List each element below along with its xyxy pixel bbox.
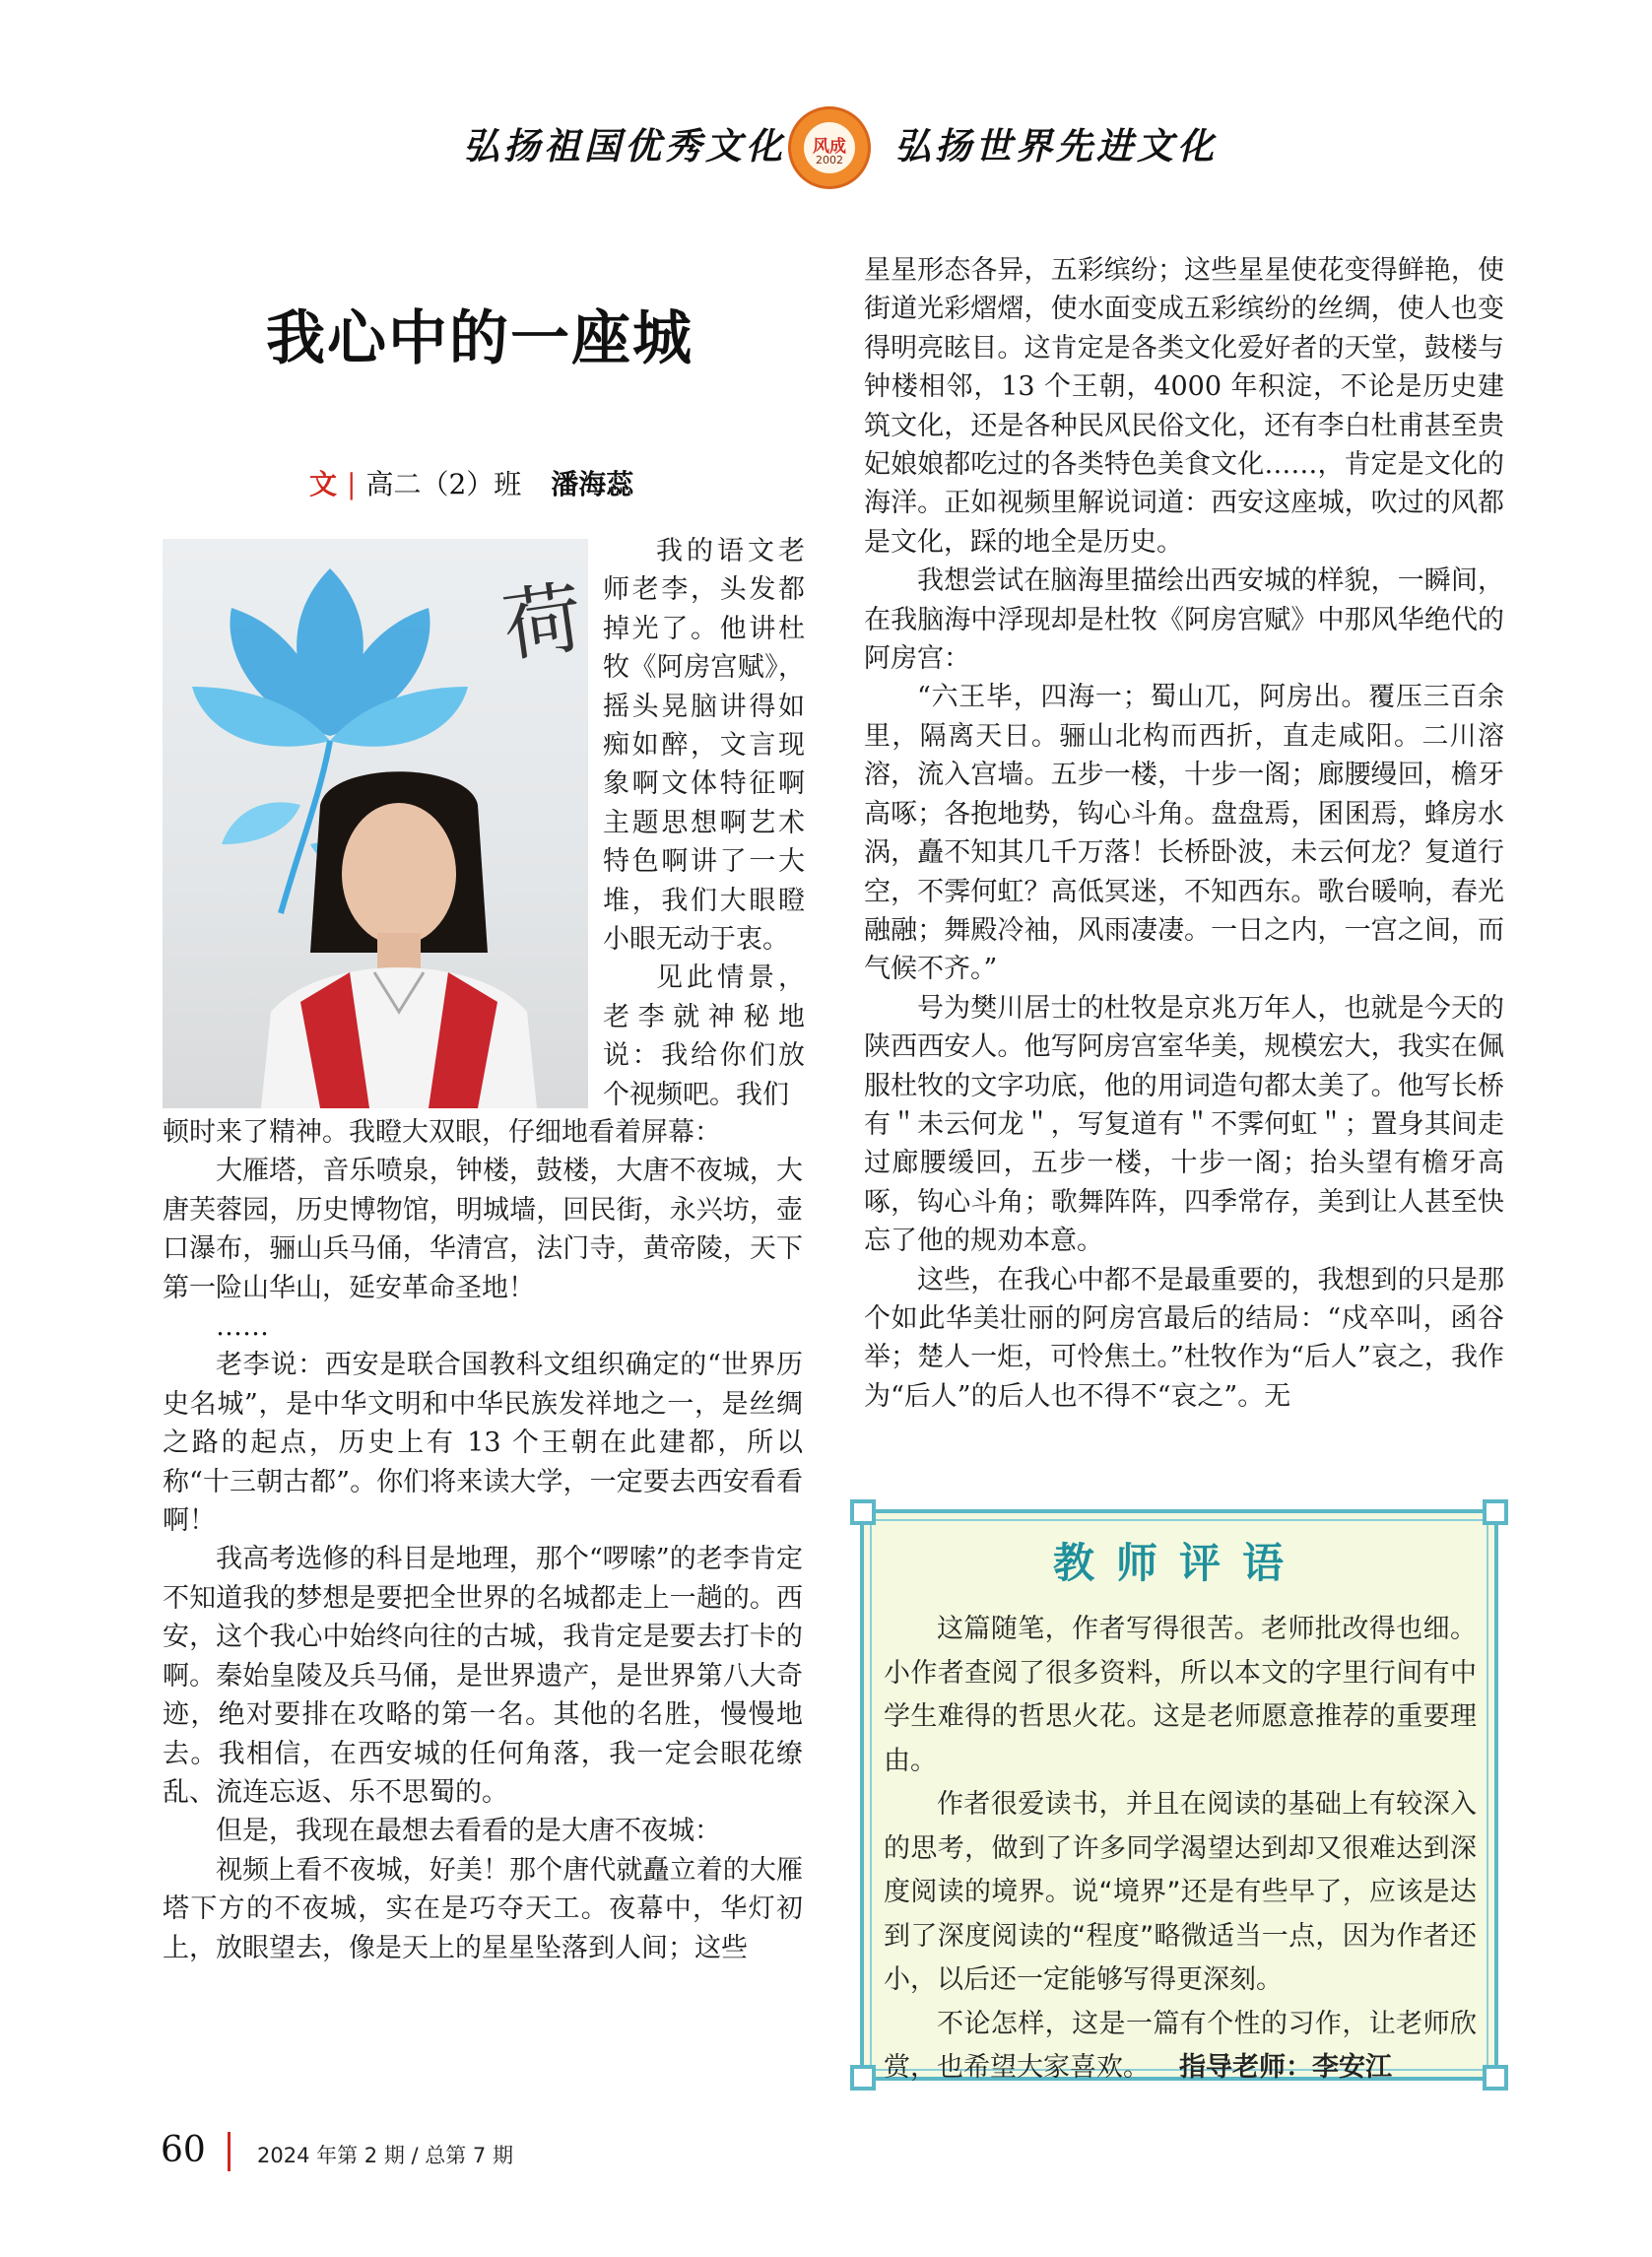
logo-mark: 风成 (813, 137, 846, 157)
comment-body (884, 1608, 1477, 2091)
left-column (163, 1113, 803, 1967)
paragraph: 我想尝试在脑海里描绘出西安城的样貌，一瞬间，在我脑海中浮现却是杜牧《阿房宫赋》中那风华绝代的阿房宫： (864, 565, 1504, 675)
paragraph: 大雁塔，音乐喷泉，钟楼，鼓楼，大唐不夜城，大唐芙蓉园，历史博物馆，明城墙，回民街，永兴坊，壶口瀑布，骊山兵马俑，华清宫，法门寺，黄帝陵，天下第一险山华山，延安革命圣地！ (163, 1156, 803, 1303)
quote-paragraph: “六王毕，四海一；蜀山兀，阿房出。覆压三百余里，隔离天日。骊山北构而西折，直走咸阳。二川溶溶，流入宫墙。五步一楼，十步一阁；廊腰缦回，檐牙高啄；各抱地势，钩心斗角。盘盘焉，囷囷焉，蜂房水涡，矗不知其几千万落！长桥卧波，未云何龙？复道行空，不霁何虹？高低冥迷，不知西东。歌台暖响，春光融融；舞殿冷袖，风雨凄凄。一日之内，一宫之间，而气候不齐。” (864, 682, 1504, 985)
paragraph: 但是，我现在最想去看看的是大唐不夜城： (216, 1816, 721, 1847)
paragraph: 老李说：西安是联合国教科文组织确定的“世界历史名城”，是中华文明和中华民族发祥地之一，是丝绸之路的起点，历史上有 13 个王朝在此建都，所以称“十三朝古都”。你们将来读大学，一定要去西安看看啊！ (163, 1350, 803, 1537)
paragraph: 星星形态各异，五彩缤纷；这些星星使花变得鲜艳，使街道光彩熠熠，使水面变成五彩缤纷的丝绸，使人也变得明亮眩目。这肯定是各类文化爱好者的天堂，鼓楼与钟楼相邻，13 个王朝，4000 年积淀，不论是历史建筑文化，还是各种民风民俗文化，还有李白杜甫甚至贵妃娘娘都吃过的各类特色美食文化……，肯定是文化的海洋。正如视频里解说词道：西安这座城，吹过的风都是文化，踩的地全是历史。 (864, 255, 1504, 558)
student-portrait (261, 765, 537, 1108)
teacher-signature: 指导老师：李安江 (1179, 2052, 1392, 2083)
page-number: 60 (161, 2130, 206, 2170)
school-logo (788, 106, 871, 189)
byline-divider: | (347, 468, 357, 500)
paragraph: 这些，在我心中都不是最重要的，我想到的只是那个如此华美壮丽的阿房宫最后的结局：“戍卒叫，函谷举；楚人一炬，可怜焦土。”杜牧作为“后人”哀之，我作为“后人”的后人也不得不“哀之”。无 (864, 1264, 1504, 1412)
author-photo (163, 539, 588, 1108)
motto-left: 弘扬祖国优秀文化 (463, 124, 786, 167)
teacher-comment-box (860, 1509, 1498, 2081)
paragraph: 我高考选修的科目是地理，那个“啰嗦”的老李肯定不知道我的梦想是要把全世界的名城都走上一趟的。西安，这个我心中始终向往的古城，我肯定是要去打卡的啊。秦始皇陵及兵马俑，是世界遗产，是世界第八大奇迹，绝对要排在攻略的第一名。其他的名胜，慢慢地去。我相信，在西安城的任何角落，我一定会眼花缭乱、流连忘返、乐不思蜀的。 (163, 1544, 803, 1808)
corner-ornament (850, 2065, 876, 2091)
comment-paragraph: 这篇随笔，作者写得很苦。老师批改得也细。小作者查阅了很多资料，所以本文的字里行间有中学生难得的哲思火花。这是老师愿意推荐的重要理由。 (884, 1614, 1477, 1776)
paragraph: 见此情景，老李就神秘地说：我给你们放个视频吧。我们 (603, 963, 805, 1110)
footer-divider (228, 2132, 231, 2171)
comment-paragraph (884, 2003, 1477, 2091)
paragraph: 视频上看不夜城，好美！那个唐代就矗立着的大雁塔下方的不夜城，实在是巧夺天工。夜幕中，华灯初上，放眼望去，像是天上的星星坠落到人间；这些 (163, 1854, 803, 1963)
corner-ornament (1483, 2065, 1508, 2091)
byline-author: 潘海蕊 (551, 468, 634, 500)
motto-right: 弘扬世界先进文化 (894, 124, 1218, 167)
paragraph: 号为樊川居士的杜牧是京兆万年人，也就是今天的陕西西安人。他写阿房宫室华美，规模宏大，我实在佩服杜牧的文字功底，他的用词造句都太美了。他写长桥有＂未云何龙＂，写复道有＂不霁何虹＂；置身其间走过廊腰缓回，五步一楼，十步一阁；抬头望有檐牙高啄，钩心斗角；歌舞阵阵，四季常存，美到让人甚至快忘了他的规劝本意。 (864, 992, 1504, 1257)
calligraphy-character: 荷 (496, 570, 588, 674)
paragraph: 我的语文老师老李，头发都掉光了。他讲杜牧《阿房宫赋》，摇头晃脑讲得如痴如醉，文言现象啊文体特征啊主题思想啊艺术特色啊讲了一大堆，我们大眼瞪小眼无动于衷。 (603, 536, 805, 956)
wrap-column (603, 532, 805, 1114)
paragraph: 顿时来了精神。我瞪大双眼，仔细地看着屏幕： (163, 1117, 721, 1148)
paragraph: …… (216, 1311, 269, 1343)
article-title: 我心中的一座城 (266, 304, 694, 373)
byline-class: 高二（2）班 (365, 468, 522, 500)
issue-info: 2024 年第 2 期 / 总第 7 期 (257, 2144, 513, 2167)
byline (309, 463, 633, 502)
comment-closing: 不论怎样，这是一篇有个性的习作，让老师欣赏，也希望大家喜欢。 (884, 2008, 1477, 2083)
logo-year: 2002 (816, 154, 843, 166)
byline-label: 文 (309, 468, 338, 500)
right-column (864, 251, 1504, 1416)
corner-ornament (1483, 1499, 1508, 1525)
comment-paragraph: 作者很爱读书，并且在阅读的基础上有较深入的思考，做到了许多同学渴望达到却又很难达到深度阅读的境界。说“境界”还是有些早了，应该是达到了深度阅读的“程度”略微适当一点，因为作者还小，以后还一定能够写得更深刻。 (884, 1789, 1477, 1995)
comment-title: 教师评语 (1052, 1539, 1305, 1587)
corner-ornament (850, 1499, 876, 1525)
